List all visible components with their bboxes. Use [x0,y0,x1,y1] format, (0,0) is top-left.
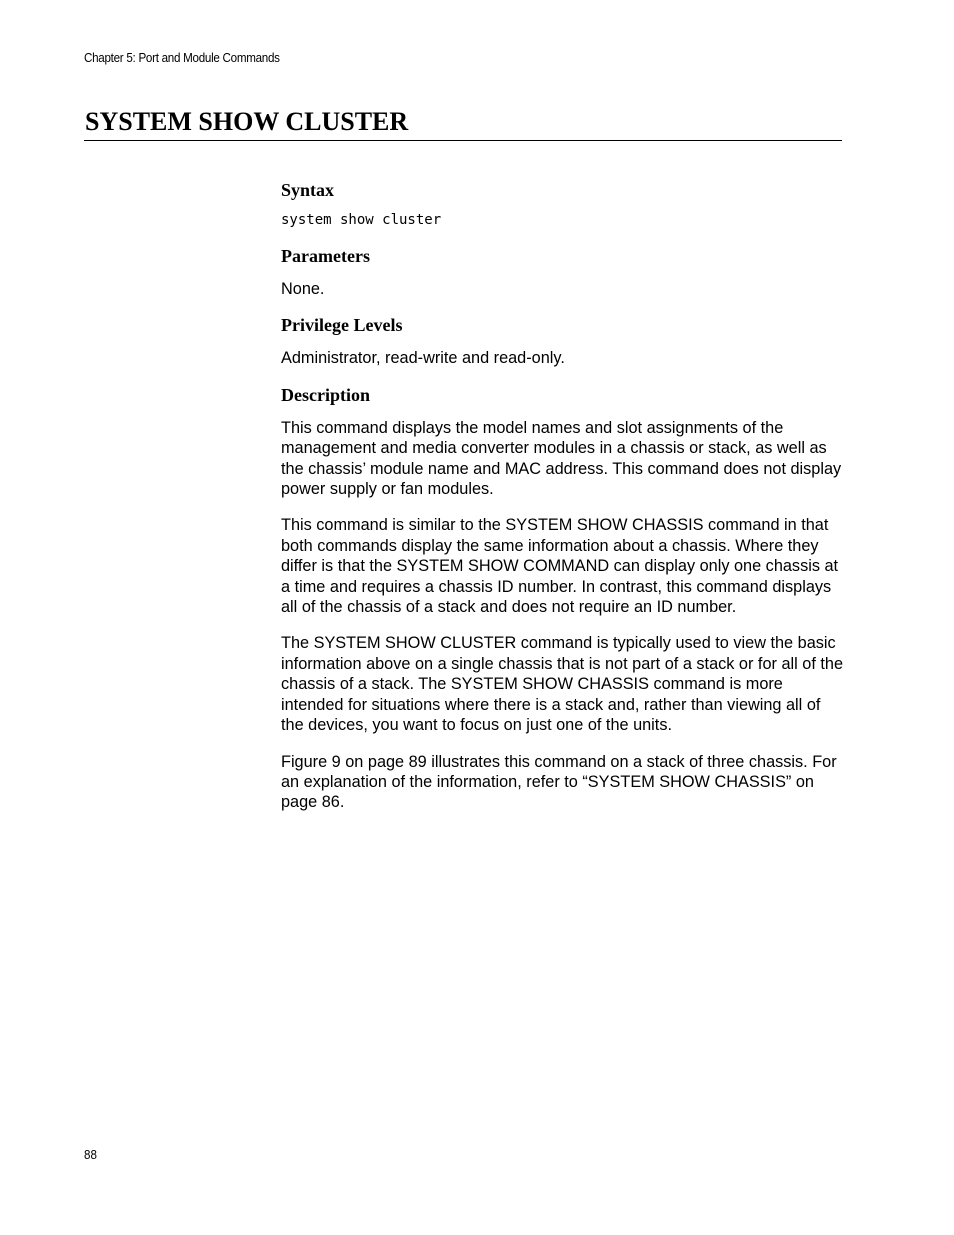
parameters-section [281,242,843,299]
title-divider [84,140,842,141]
main-content [281,176,843,813]
running-header: Chapter 5: Port and Module Commands [84,51,280,65]
privilege-levels-text: Administrator, read-write and read-only. [281,349,565,368]
page-title: SYSTEM SHOW CLUSTER [85,107,409,136]
description-paragraph: The SYSTEM SHOW CLUSTER command is typically used to view the basic information above on a single chassis that is not part of a stack or for all of the chassis of a stack. The SYSTEM SHOW CHASSIS command is more intended for situations where there is a stack and, rather than viewing all of the devices, you want to focus on just one of the units. [281,634,844,735]
description-paragraph: Figure 9 on page 89 illustrates this command on a stack of three chassis. For an explanation of the information, refer to “SYSTEM SHOW CHASSIS” on page 86. [281,752,837,812]
description-heading: Description [281,384,370,405]
syntax-section [281,176,843,231]
page-number: 88 [84,1148,97,1162]
parameters-heading: Parameters [281,246,370,266]
description-paragraph: This command is similar to the SYSTEM SHOW CHASSIS command in that both commands display the same information about a chassis. Where they differ is that the SYSTEM SHOW COMMAND can display only one chassis at a time and requires a chassis ID number. In contrast, this command displays all of the chassis of a stack and does not require an ID number. [281,516,839,617]
syntax-code: system show cluster [281,212,442,228]
description-paragraph: This command displays the model names and slot assignments of the management and media converter modules in a chassis or stack, as well as the chassis’ module name and MAC address. This command does not display power supply or fan modules. [281,418,842,499]
privilege-levels-section [281,311,843,368]
syntax-heading: Syntax [281,180,335,200]
description-section [281,381,843,813]
privilege-levels-heading: Privilege Levels [281,315,403,336]
parameters-text: None. [281,280,325,298]
